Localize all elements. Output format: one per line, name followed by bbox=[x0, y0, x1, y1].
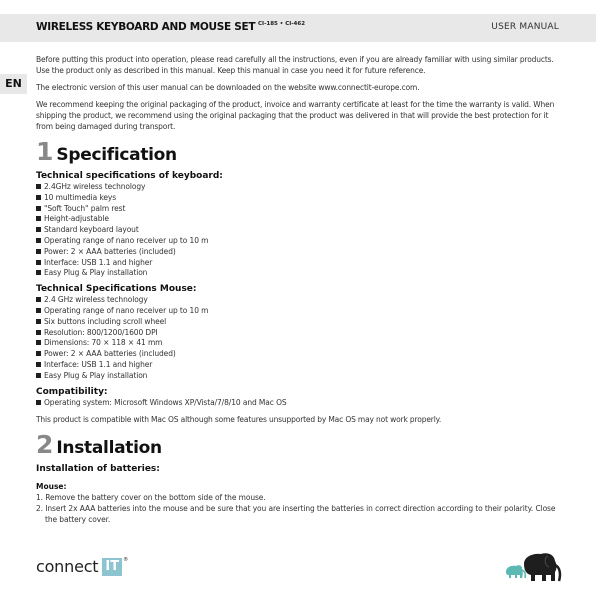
install-step: 2. Insert 2x AAA batteries into the mouse and be sure that you are inserting the batteries in correct direction according to their polarity. Close the battery cover. bbox=[36, 504, 556, 525]
compatibility-heading: Compatibility: bbox=[36, 386, 108, 397]
list-item-text: Power: 2 × AAA batteries (included) bbox=[44, 246, 176, 256]
intro-paragraph: Before putting this product into operation, please read carefully all the instructions, even if you are already familiar with using similar products. Use the product only as described in this manual. Keep this manual in case you need it for future reference. bbox=[36, 55, 554, 75]
list-item-text: Dimensions: 70 × 118 × 41 mm bbox=[44, 338, 163, 348]
elephants-icon bbox=[504, 550, 562, 584]
list-item-text: 2.4GHz wireless technology bbox=[44, 182, 146, 191]
list-item bbox=[36, 247, 558, 258]
mouse-label: Mouse: bbox=[36, 482, 67, 492]
bullet-icon bbox=[36, 373, 41, 378]
bullet-icon bbox=[36, 195, 41, 200]
mouse-spec-list bbox=[36, 295, 558, 381]
bullet-icon bbox=[36, 216, 41, 221]
list-item-text: Height-adjustable bbox=[44, 214, 109, 224]
section-title: Installation bbox=[56, 438, 162, 459]
install-steps bbox=[36, 492, 558, 525]
bullet-icon bbox=[36, 330, 41, 335]
list-item bbox=[36, 236, 558, 247]
list-item-text: Easy Plug & Play installation bbox=[44, 370, 148, 380]
list-item bbox=[36, 328, 558, 339]
list-item bbox=[36, 225, 558, 236]
logo-box: IT bbox=[102, 558, 122, 576]
keyboard-spec-list bbox=[36, 182, 558, 279]
keyboard-spec-heading: Technical specifications of keyboard: bbox=[36, 171, 223, 181]
list-item-text: Interface: USB 1.1 and higher bbox=[44, 359, 153, 369]
list-item bbox=[36, 182, 558, 193]
list-item-text: Power: 2 × AAA batteries (included) bbox=[44, 349, 176, 359]
header-title: WIRELESS KEYBOARD AND MOUSE SET bbox=[36, 21, 256, 33]
bullet-icon bbox=[36, 206, 41, 211]
list-item-text: Standard keyboard layout bbox=[44, 225, 139, 235]
list-item bbox=[36, 360, 558, 371]
bullet-icon bbox=[36, 319, 41, 324]
list-item-text: Operating system: Microsoft Windows XP/Vista/7/8/10 and Mac OS bbox=[44, 397, 287, 407]
logo-text: connect bbox=[36, 557, 99, 576]
section-heading-specification bbox=[36, 138, 558, 166]
section-title: Specification bbox=[56, 145, 177, 165]
compatibility-list bbox=[36, 398, 558, 409]
mouse-spec-heading: Technical Specifications Mouse: bbox=[36, 284, 197, 295]
install-step: 1. Remove the battery cover on the bottom side of the mouse. bbox=[36, 493, 266, 503]
bullet-icon bbox=[36, 249, 41, 254]
list-item-text: Easy Plug & Play installation bbox=[44, 268, 148, 278]
list-item bbox=[36, 295, 558, 306]
list-item bbox=[36, 398, 558, 409]
list-item bbox=[36, 306, 558, 317]
bullet-icon bbox=[36, 308, 41, 313]
list-item-text: Operating range of nano receiver up to 10 m bbox=[44, 305, 209, 315]
manual-content bbox=[36, 54, 558, 525]
connectit-logo bbox=[36, 557, 128, 576]
header-doc-type: USER MANUAL bbox=[491, 22, 559, 32]
list-item-text: Six buttons including scroll wheel bbox=[44, 316, 167, 326]
bullet-icon bbox=[36, 340, 41, 345]
small-elephant-icon bbox=[506, 565, 525, 578]
section-number: 1 bbox=[36, 137, 54, 166]
list-item bbox=[36, 338, 558, 349]
bullet-icon bbox=[36, 238, 41, 243]
list-item-text: 2.4 GHz wireless technology bbox=[44, 295, 148, 305]
list-item-text: Resolution: 800/1200/1600 DPI bbox=[44, 327, 158, 337]
list-item bbox=[36, 193, 558, 204]
logo-registered-mark: ® bbox=[123, 557, 129, 563]
bullet-icon bbox=[36, 362, 41, 367]
section-heading-installation bbox=[36, 431, 558, 459]
list-item bbox=[36, 268, 558, 279]
bullet-icon bbox=[36, 184, 41, 189]
large-elephant-icon bbox=[524, 553, 560, 581]
batteries-heading: Installation of batteries: bbox=[36, 464, 160, 475]
bullet-icon bbox=[36, 351, 41, 356]
list-item bbox=[36, 349, 558, 360]
bullet-icon bbox=[36, 260, 41, 265]
compatibility-note: This product is compatible with Mac OS although some features unsupported by Mac OS may not work properly. bbox=[36, 415, 442, 425]
bullet-icon bbox=[36, 400, 41, 405]
list-item bbox=[36, 204, 558, 215]
list-item bbox=[36, 214, 558, 225]
intro-paragraph: The electronic version of this user manual can be downloaded on the website www.connectit-europe.com. bbox=[36, 83, 420, 92]
list-item-text: Interface: USB 1.1 and higher bbox=[44, 257, 153, 267]
list-item bbox=[36, 317, 558, 328]
intro-paragraph: We recommend keeping the original packaging of the product, invoice and warranty certificate at least for the time the warranty is valid. When shipping the product, we recommend using the original packaging that the product was delivered in that will provide the best protection for it from being damaged during transport. bbox=[36, 100, 555, 131]
bullet-icon bbox=[36, 270, 41, 275]
header-models: CI-185 • CI-462 bbox=[258, 21, 306, 27]
list-item-text: "Soft Touch" palm rest bbox=[44, 203, 126, 213]
list-item bbox=[36, 258, 558, 269]
list-item-text: Operating range of nano receiver up to 10 m bbox=[44, 235, 209, 245]
bullet-icon bbox=[36, 297, 41, 302]
language-tab: EN bbox=[0, 74, 27, 94]
list-item-text: 10 multimedia keys bbox=[44, 192, 117, 202]
section-number: 2 bbox=[36, 430, 54, 460]
list-item bbox=[36, 371, 558, 382]
bullet-icon bbox=[36, 227, 41, 232]
